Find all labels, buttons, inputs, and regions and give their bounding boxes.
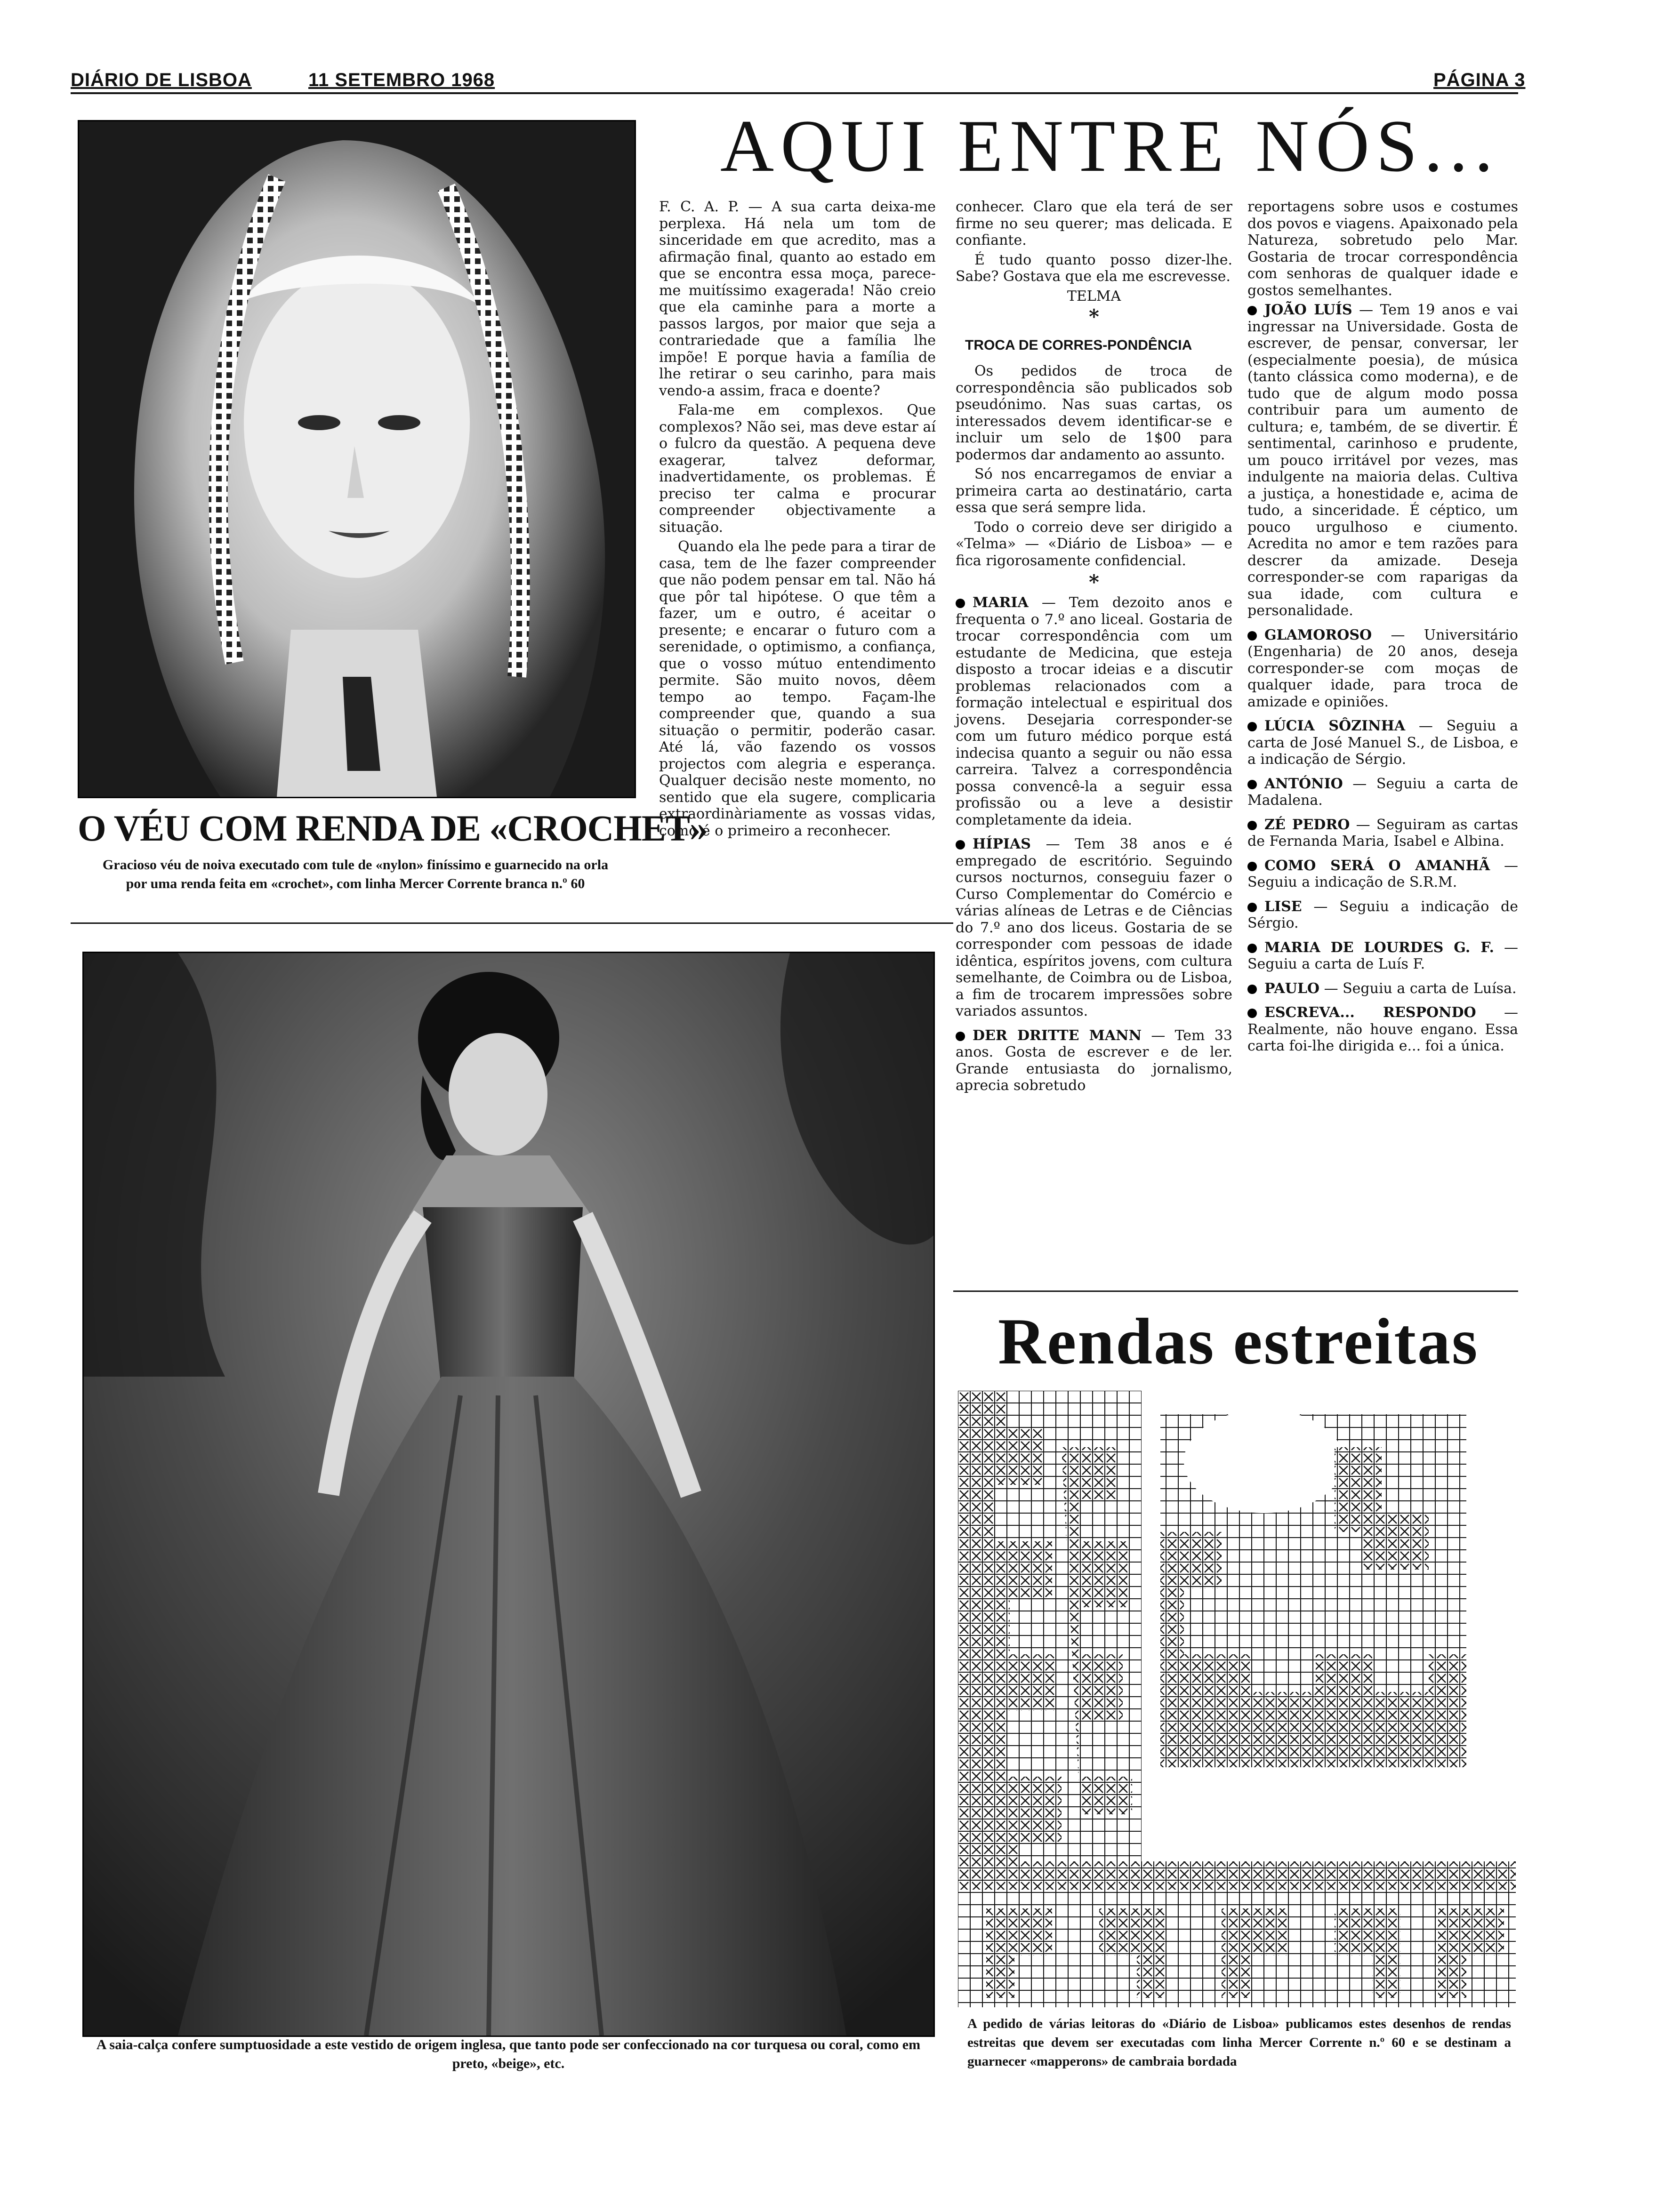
- bullet-icon: [1247, 903, 1257, 912]
- paragraph: Todo o correio deve ser dirigido a «Telma» — «Diário de Lisboa» — e fica rigorosamente confidencial.: [956, 519, 1232, 569]
- bullet-icon: [956, 1032, 965, 1041]
- correspondence-entry: HÍPIAS — Tem 38 anos e é empregado de escritório. Seguindo cursos nocturnos, conseguiu fazer o Curso Complementar do Comércio e várias alíneas de Letras e de Ciências do 7.º ano dos liceus. Gostaria de se corresponder com pessoas de idade idêntica, espíritos jovens, com cultura semelhante, de Coimbra ou de Lisboa, a fim de trocarem impressões sobre variados assuntos.: [956, 836, 1232, 1019]
- paragraph: Só nos encarregamos de enviar a primeira carta ao destinatário, carta essa que será sempre lida.: [956, 466, 1232, 516]
- bullet-icon: [1247, 862, 1257, 871]
- correspondence-entry: JOÃO LUÍS — Tem 19 anos e vai ingressar na Universidade. Gosta de escrever, de pensar, conversar, ler (especialmente poesia), de música (tanto clássica como moderna), e de tudo que de algum modo possa contribuir para um aumento de cultura; e, também, de se divertir. É sentimental, carinhoso e prudente, um pouco irritável por vezes, mas indulgente na maioria delas. Cultiva a justiça, a honestidade e, acima de tudo, a sinceridade. É céptico, um pouco urgulhoso e ciumento. Acredita no amor e tem razões para descrer da amizade. Deseja corresponder-se com raparigas da sua idade, com cultura e personalidade.: [1247, 302, 1518, 619]
- newspaper-name: DIÁRIO DE LISBOA: [71, 70, 252, 90]
- section-title: TROCA DE CORRES-PONDÊNCIA: [965, 337, 1192, 353]
- header-rule: [71, 92, 1518, 94]
- veil-caption: Gracioso véu de noiva executado com tule de «nylon» finíssimo e guarnecido na orla por uma renda feita em «crochet», com linha Mercer Corrente branca n.º 60: [102, 857, 609, 891]
- bullet-icon: [956, 840, 965, 850]
- correspondence-entry: LISE — Seguiu a indicação de Sérgio.: [1247, 898, 1518, 931]
- veil-title: O VÉU COM RENDA DE «CROCHET»: [78, 808, 708, 849]
- bullet-icon: [1247, 985, 1257, 994]
- article-title: AQUI ENTRE NÓS...: [720, 105, 1500, 187]
- article-column-3: [1247, 199, 1518, 1062]
- dress-caption: A saia-calça confere sumptuosidade a este vestido de origem inglesa, que tanto pode ser confeccionado na cor turquesa ou coral, como em preto, «beige», etc.: [96, 2037, 921, 2071]
- veil-photo: [78, 120, 636, 798]
- paragraph: conhecer. Claro que ela terá de ser firme no seu querer; mas delicada. E confiante.: [956, 199, 1232, 248]
- bullet-icon: [1247, 1009, 1257, 1018]
- bullet-icon: [1247, 722, 1257, 731]
- correspondence-entry: COMO SERÁ O AMANHÃ — Seguiu a indicação de S.R.M.: [1247, 857, 1518, 890]
- page-number: PÁGINA 3: [1433, 70, 1526, 90]
- paragraph: É tudo quanto posso dizer-lhe. Sabe? Gostava que ela me escrevesse.: [956, 251, 1232, 285]
- correspondence-entry: ANTÓNIO — Seguiu a carta de Madalena.: [1247, 775, 1518, 809]
- dress-photo: [82, 952, 935, 2037]
- lace-pattern-chart: [958, 1391, 1516, 2007]
- correspondence-entry: MARIA — Tem dezoito anos e frequenta o 7.º ano liceal. Gostaria de trocar correspondência com um estudante de Medicina, que esteja disposto a trocar ideias e a discutir problemas relacionados com a formação intelectual e espiritual dos jovens. Desejaria corresponder-se com um futuro médico porque está indecisa quanto a seguir ou não essa carreira. Talvez a correspondência possa convencê-la a seguir essa profissão ou a leve a desistir completamente da ideia.: [956, 594, 1232, 828]
- bullet-icon: [1247, 306, 1257, 315]
- correspondence-entry: GLAMOROSO — Universitário (Engenharia) de 20 anos, deseja corresponder-se com moças de qualquer idade, para troca de amizade e opiniões.: [1247, 626, 1518, 710]
- rendas-caption: A pedido de várias leitoras do «Diário de Lisboa» publicamos estes desenhos de rendas estreitas que devem ser executadas com linha Mercer Corrente n.º 60 e se destinam a guarnecer «mapperons» de cambraia bordada: [967, 2016, 1511, 2069]
- article-column-1: [659, 199, 936, 842]
- correspondence-entry: ESCREVA... RESPONDO — Realmente, não houve engano. Essa carta foi-lhe dirigida e... foi a única.: [1247, 1004, 1518, 1054]
- issue-date: 11 SETEMBRO 1968: [308, 70, 495, 90]
- section-divider: [71, 922, 953, 924]
- bullet-icon: [956, 599, 965, 608]
- paragraph: Quando ela lhe pede para a tirar de casa, tem de lhe fazer compreender que não podem pensar em tal. Não há que pôr tal hipótese. O que têm a fazer, um e outro, é aceitar o presente; e encarar o futuro com a serenidade, o optimismo, a confiança, que o vosso mútuo entendimento permite. São muito novos, dêem tempo ao tempo. Façam-lhe compreender que, quando a sua situação o permitir, poderão casar. Até lá, vão fazendo os vossos projectos com alegria e esperança. Qualquer decisão neste momento, no sentido que ela sugere, complicaria extraordinàriamente as vossas vidas, como é o primeiro a reconhecer.: [659, 538, 936, 839]
- bullet-icon: [1247, 780, 1257, 789]
- signature: TELMA: [1067, 288, 1121, 305]
- paragraph: Os pedidos de troca de correspondência são publicados sob pseudónimo. Nas suas cartas, os interessados devem identificar-se e incluir um selo de 1$00 para podermos dar andamento ao assunto.: [956, 363, 1232, 463]
- bullet-icon: [1247, 944, 1257, 953]
- paragraph: F. C. A. P. — A sua carta deixa-me perplexa. Há nela um tom de sinceridade em que acredito, mas a afirmação final, quanto ao estado em que se encontra essa moça, parece-me muitíssimo exagerada! Não creio que ela caminhe para a morte a passos largos, por maior que seja a contrariedade que a família lhe impõe! E porque havia a família de lhe retirar o seu carinho, para mais vendo-a assim, fraca e doente?: [659, 199, 936, 399]
- paragraph: Fala-me em complexos. Que complexos? Não sei, mas deve estar aí o fulcro da questão. A pequena deve exagerar, talvez deformar, inadvertidamente, os problemas. É preciso ter calma e procurar compreender objectivamente a situação.: [659, 402, 936, 536]
- separator-star: *: [1089, 305, 1099, 328]
- section-divider: [953, 1290, 1518, 1292]
- separator-star: *: [1089, 570, 1099, 593]
- correspondence-entry: DER DRITTE MANN — Tem 33 anos. Gosta de escrever e de ler. Grande entusiasta do jornalismo, aprecia sobretudo: [956, 1027, 1232, 1094]
- bullet-icon: [1247, 821, 1257, 830]
- correspondence-entry: LÚCIA SÔZINHA — Seguiu a carta de José Manuel S., de Lisboa, e a indicação de Sérgio.: [1247, 718, 1518, 768]
- rendas-title: Rendas estreitas: [998, 1305, 1479, 1378]
- correspondence-entry: PAULO — Seguiu a carta de Luísa.: [1247, 980, 1518, 997]
- article-column-2: [956, 199, 1232, 1102]
- correspondence-entry: ZÉ PEDRO — Seguiram as cartas de Fernanda Maria, Isabel e Albina.: [1247, 816, 1518, 850]
- paragraph: reportagens sobre usos e costumes dos povos e viagens. Apaixonado pela Natureza, sobretudo pelo Mar. Gostaria de trocar correspondência com senhoras de qualquer idade e gostos semelhantes.: [1247, 199, 1518, 299]
- correspondence-entry: MARIA DE LOURDES G. F. — Seguiu a carta de Luís F.: [1247, 939, 1518, 972]
- bullet-icon: [1247, 631, 1257, 641]
